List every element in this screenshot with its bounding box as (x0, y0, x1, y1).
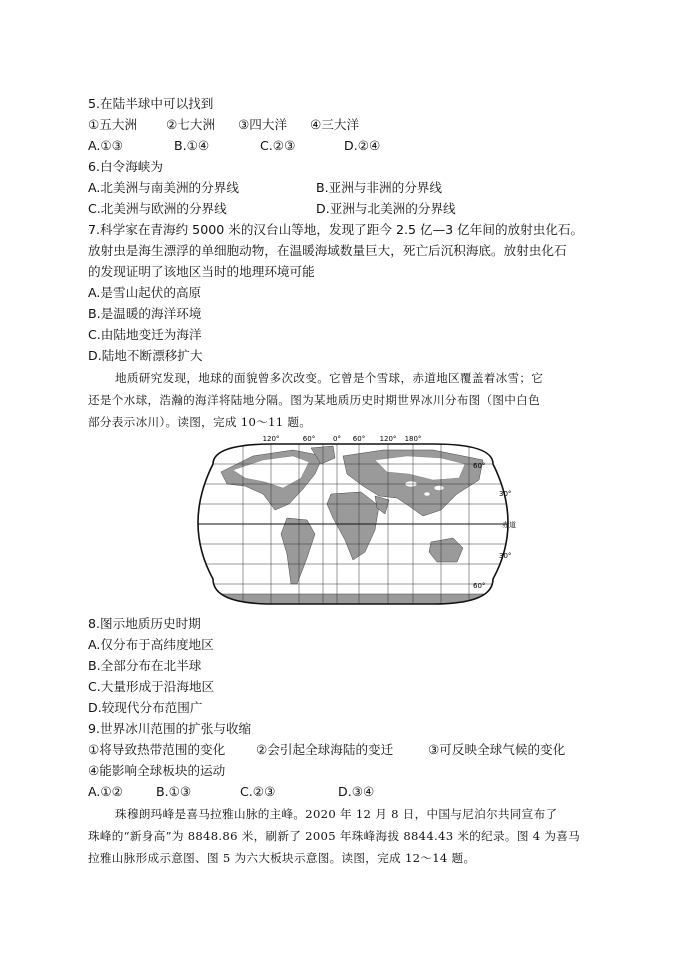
passage1-line-2: 还是个水球，浩瀚的海洋将陆地分隔。图为某地质历史时期世界冰川分布图（图中白色 (88, 393, 540, 407)
q5-item-4: ④三大洋 (310, 117, 360, 132)
lon-label-60w: 60° (302, 435, 316, 443)
q6-option-c[interactable]: C.北美洲与欧洲的分界线 (88, 201, 227, 216)
lat-label-60s: 60° (473, 582, 486, 590)
passage2-line-3: 拉雅山脉形成示意图、图 5 为六大板块示意图。读图，完成 12～14 题。 (88, 851, 476, 865)
q5-item-1: ①五大洲 (88, 117, 138, 132)
q9-option-a[interactable]: A.①② (88, 784, 123, 799)
q6-option-d[interactable]: D.亚洲与北美洲的分界线 (316, 201, 456, 216)
q6-stem: 6.白令海峡为 (88, 159, 163, 174)
q8-option-a[interactable]: A.仅分布于高纬度地区 (88, 637, 214, 652)
lat-label-30s: 30° (499, 552, 512, 560)
q9-option-d[interactable]: D.③④ (338, 784, 375, 799)
q7-option-d[interactable]: D.陆地不断漂移扩大 (88, 348, 203, 363)
q9-options (88, 782, 374, 802)
q9-items-row1 (88, 740, 565, 760)
passage1-line-3: 部分表示冰川）。读图，完成 10～11 题。 (88, 415, 312, 429)
lat-label-60n: 60° (473, 462, 486, 470)
q9-item-4: ④能影响全球板块的运动 (88, 763, 226, 778)
glacier-distribution-map (183, 434, 523, 609)
q9-stem: 9.世界冰川范围的扩张与收缩 (88, 721, 252, 736)
q7-option-a[interactable]: A.是雪山起伏的高原 (88, 285, 202, 300)
lat-label-equator: 赤道 (502, 521, 516, 529)
q8-stem: 8.图示地质历史时期 (88, 616, 201, 631)
q6-option-a[interactable]: A.北美洲与南美洲的分界线 (88, 180, 239, 195)
passage2-line-2: 珠峰的“新身高”为 8848.86 米，刷新了 2005 年珠峰海拔 8844.43 米的纪录。图 4 为喜马 (88, 829, 581, 843)
q7-stem-line-1: 7.科学家在青海约 5000 米的汉台山等地，发现了距今 2.5 亿—3 亿年间的放射虫化石。 (88, 222, 584, 237)
q8-option-c[interactable]: C.大量形成于沿海地区 (88, 679, 215, 694)
q9-option-b[interactable]: B.①③ (156, 784, 192, 799)
q5-item-2: ②七大洲 (166, 117, 216, 132)
glacier-patch (434, 486, 444, 491)
q5-option-a[interactable]: A.①③ (88, 138, 123, 153)
q5-stem: 5.在陆半球中可以找到 (88, 96, 214, 111)
lat-label-30n: 30° (499, 490, 512, 498)
q8-option-b[interactable]: B.全部分布在北半球 (88, 658, 202, 673)
q6-options-row1 (88, 178, 442, 198)
antarctica-land (203, 594, 503, 609)
q5-option-c[interactable]: C.②③ (260, 138, 296, 153)
q7-stem-line-3: 的发现证明了该地区当时的地理环境可能 (88, 264, 315, 279)
q9-option-c[interactable]: C.②③ (240, 784, 276, 799)
q5-option-d[interactable]: D.②④ (344, 138, 381, 153)
lon-label-0: 0° (333, 435, 341, 443)
world-map-svg (183, 434, 523, 609)
q9-item-3: ③可反映全球气候的变化 (428, 742, 566, 757)
q7-option-b[interactable]: B.是温暖的海洋环境 (88, 306, 202, 321)
q9-item-1: ①将导致热带范围的变化 (88, 742, 226, 757)
q5-item-3: ③四大洋 (238, 117, 288, 132)
q8-option-d[interactable]: D.较现代分布范围广 (88, 700, 203, 715)
lon-label-60e: 60° (352, 435, 366, 443)
q5-options (88, 136, 380, 156)
lon-label-120e: 120° (379, 435, 397, 443)
passage2-line-1: 珠穆朗玛峰是喜马拉雅山脉的主峰。2020 年 12 月 8 日，中国与尼泊尔共同宣布了 (115, 807, 558, 821)
q6-option-b[interactable]: B.亚洲与非洲的分界线 (316, 180, 442, 195)
q7-option-c[interactable]: C.由陆地变迁为海洋 (88, 327, 202, 342)
q7-stem-line-2: 放射虫是海生漂浮的单细胞动物，在温暖海域数量巨大，死亡后沉积海底。放射虫化石 (88, 243, 567, 258)
q5-option-b[interactable]: B.①④ (174, 138, 210, 153)
lon-label-120w: 120° (262, 435, 280, 443)
q5-items (88, 115, 359, 135)
q9-item-2: ②会引起全球海陆的变迁 (256, 742, 394, 757)
q6-options-row2 (88, 199, 456, 219)
glacier-patch (424, 492, 430, 496)
passage1-line-1: 地质研究发现，地球的面貌曾多次改变。它曾是个雪球，赤道地区覆盖着冰雪；它 (115, 371, 544, 385)
lon-label-180: 180° (404, 435, 422, 443)
